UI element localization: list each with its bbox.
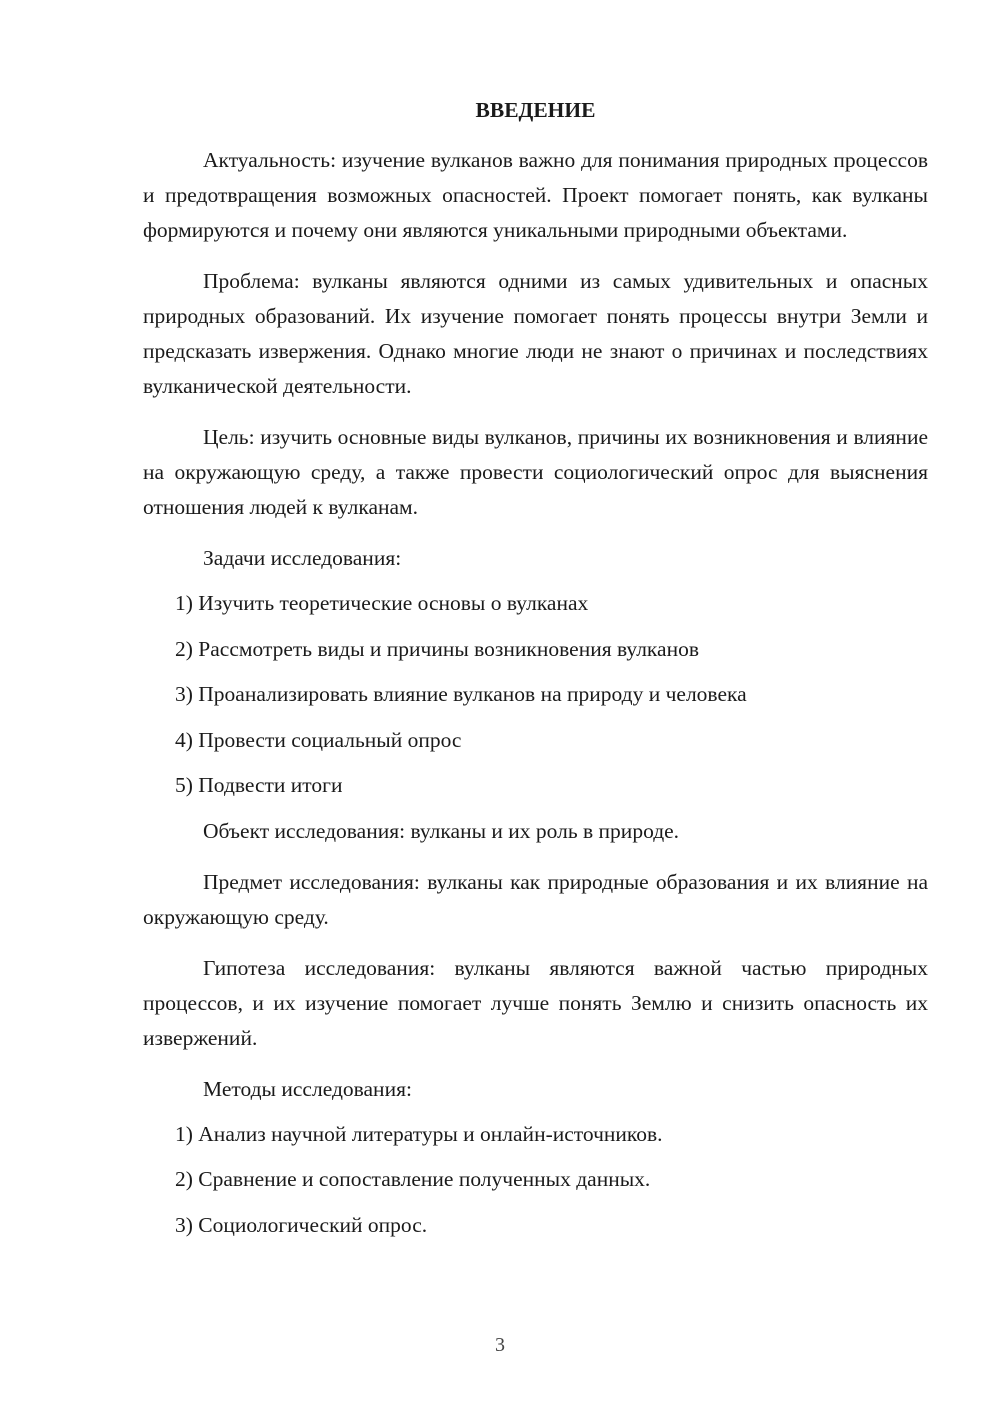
methods-list <box>143 1117 928 1243</box>
list-item: 2) Сравнение и сопоставление полученных данных. <box>175 1167 651 1191</box>
list-item: 3) Проанализировать влияние вулканов на природу и человека <box>175 682 747 706</box>
section-title: ВВЕДЕНИЕ <box>475 98 596 122</box>
relevance-paragraph: Актуальность: изучение вулканов важно для понимания природных процессов и предотвращения возможных опасностей. Проект помогает понять, как вулканы формируются и почему они являются уникальными природными объектами. <box>143 148 928 242</box>
list-item: 4) Провести социальный опрос <box>175 727 462 752</box>
list-item: 1) Анализ научной литературы и онлайн-источников. <box>175 1121 663 1146</box>
hypothesis-paragraph: Гипотеза исследования: вулканы являются важной частью природных процессов, и их изучение помогает лучше понять Землю и снизить опасность их извержений. <box>143 955 928 1050</box>
tasks-list <box>143 586 928 803</box>
object-paragraph: Объект исследования: вулканы и их роль в природе. <box>203 818 680 843</box>
tasks-heading: Задачи исследования: <box>203 546 402 570</box>
goal-paragraph: Цель: изучить основные виды вулканов, причины их возникновения и влияние на окружающую среду, а также провести социологический опрос для выяснения отношения людей к вулканам. <box>143 425 928 519</box>
list-item: 5) Подвести итоги <box>175 773 343 797</box>
list-item: 3) Социологический опрос. <box>175 1212 428 1237</box>
page-number: 3 <box>495 1334 505 1356</box>
document-page <box>143 92 928 1253</box>
methods-heading: Методы исследования: <box>203 1076 412 1101</box>
list-item: 1) Изучить теоретические основы о вулканах <box>175 591 589 615</box>
subject-paragraph: Предмет исследования: вулканы как природные образования и их влияние на окружающую среду. <box>143 869 928 929</box>
problem-paragraph: Проблема: вулканы являются одними из самых удивительных и опасных природных образований. Их изучение помогает понять процессы внутри Земли и предсказать извержения. Однако многие люди не знают о причинах и последствиях вулканической деятельности. <box>143 269 928 398</box>
list-item: 2) Рассмотреть виды и причины возникновения вулканов <box>175 636 699 661</box>
